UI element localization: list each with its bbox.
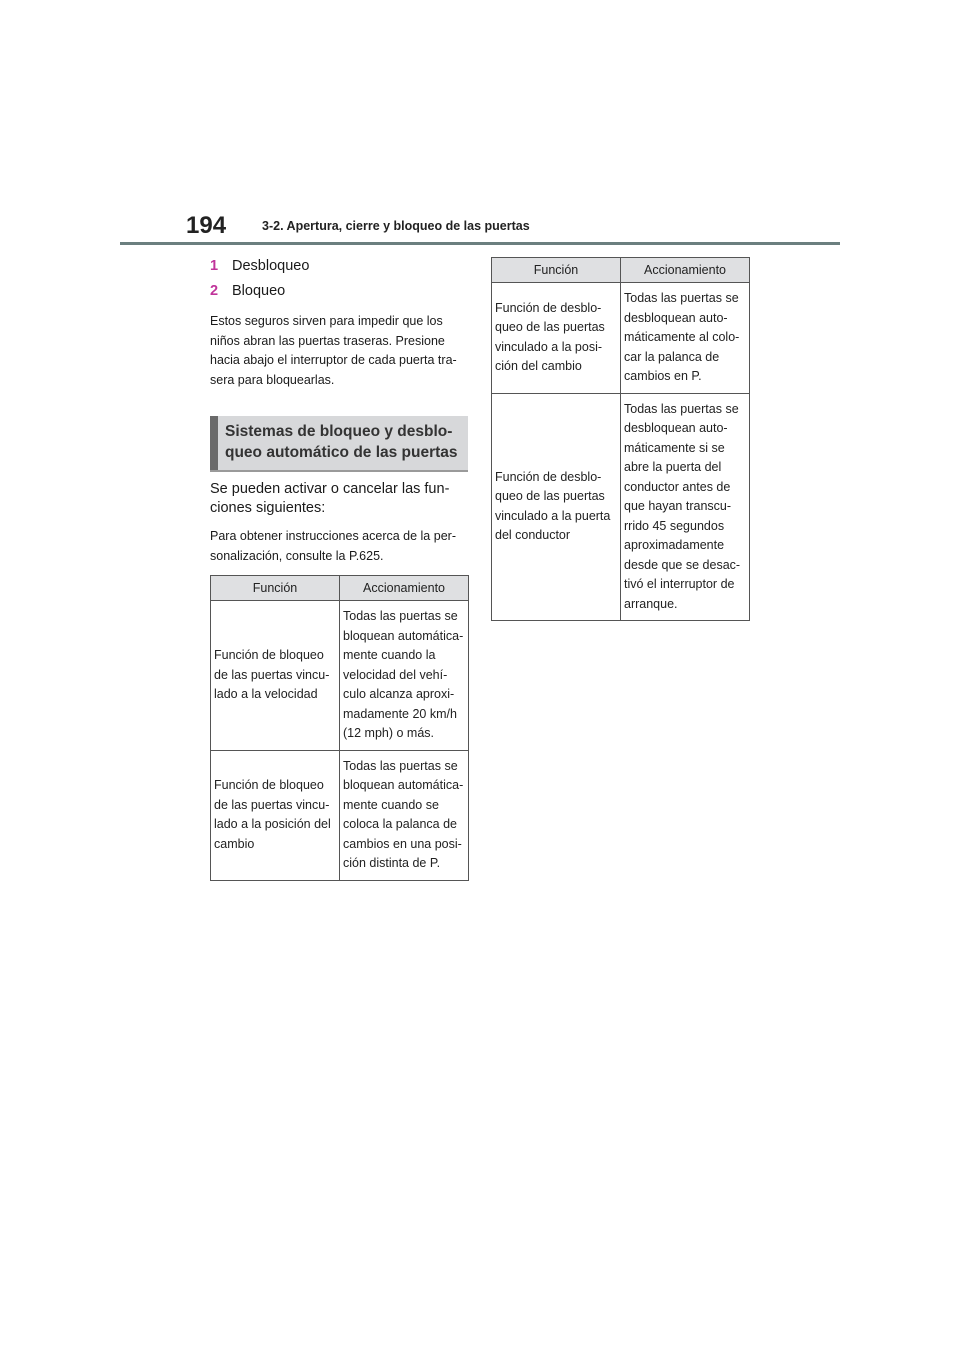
step-unlock xyxy=(210,254,470,279)
section-title: 3-2. Apertura, cierre y bloqueo de las puertas xyxy=(262,219,530,233)
step-number: 2 xyxy=(210,283,219,299)
page-number: 194 xyxy=(186,212,227,239)
header-rule xyxy=(120,242,840,245)
cell-funcion: Función de desbloqueo de las puertas vinculado a la puerta del conductor xyxy=(492,393,621,621)
section-heading xyxy=(210,416,468,472)
step-label: Desbloqueo xyxy=(232,258,310,274)
cell-accion: Todas las puertas se bloquean automáticamente cuando la velocidad del vehículo alcanza aproximadamente 20 km/h (12 mph) o más. xyxy=(340,601,469,751)
table-header-row xyxy=(211,576,469,601)
step-lock xyxy=(210,279,470,304)
functions-table-left xyxy=(210,575,469,881)
functions-table-right xyxy=(491,257,750,621)
step-number: 1 xyxy=(210,258,219,274)
lead-paragraph: Se pueden activar o cancelar las funciones siguientes: xyxy=(210,481,450,516)
header-funcion: Función xyxy=(211,576,340,601)
heading-accent-bar xyxy=(210,416,218,470)
heading-text: Sistemas de bloqueo y desbloqueo automático de las puertas xyxy=(225,423,458,461)
header-accionamiento: Accionamiento xyxy=(621,258,750,283)
step-label: Bloqueo xyxy=(232,283,286,299)
header-funcion: Función xyxy=(492,258,621,283)
table-row xyxy=(492,393,750,621)
table-header-row xyxy=(492,258,750,283)
cell-funcion: Función de bloqueo de las puertas vinculado a la posición del cambio xyxy=(211,750,340,880)
intro-paragraph: Estos seguros sirven para impedir que los niños abran las puertas traseras. Presione hacia abajo el interruptor de cada puerta trasera para bloquearlas. xyxy=(210,314,457,387)
table-row xyxy=(492,283,750,394)
left-column xyxy=(210,254,470,881)
cell-funcion: Función de desbloqueo de las puertas vinculado a la posición del cambio xyxy=(492,283,621,394)
note-paragraph: Para obtener instrucciones acerca de la personalización, consulte la P.625. xyxy=(210,529,456,563)
table-row xyxy=(211,601,469,751)
table-row xyxy=(211,750,469,880)
cell-accion: Todas las puertas se desbloquean automáticamente si se abre la puerta del conductor antes de que hayan transcurrido 45 segundos aproximadamente desde que se desactivó el interruptor de arranque. xyxy=(621,393,750,621)
cell-accion: Todas las puertas se bloquean automáticamente cuando se coloca la palanca de cambios en una posición distinta de P. xyxy=(340,750,469,880)
header-accionamiento: Accionamiento xyxy=(340,576,469,601)
cell-accion: Todas las puertas se desbloquean automáticamente al colocar la palanca de cambios en P. xyxy=(621,283,750,394)
right-column xyxy=(491,257,750,621)
cell-funcion: Función de bloqueo de las puertas vinculado a la velocidad xyxy=(211,601,340,751)
